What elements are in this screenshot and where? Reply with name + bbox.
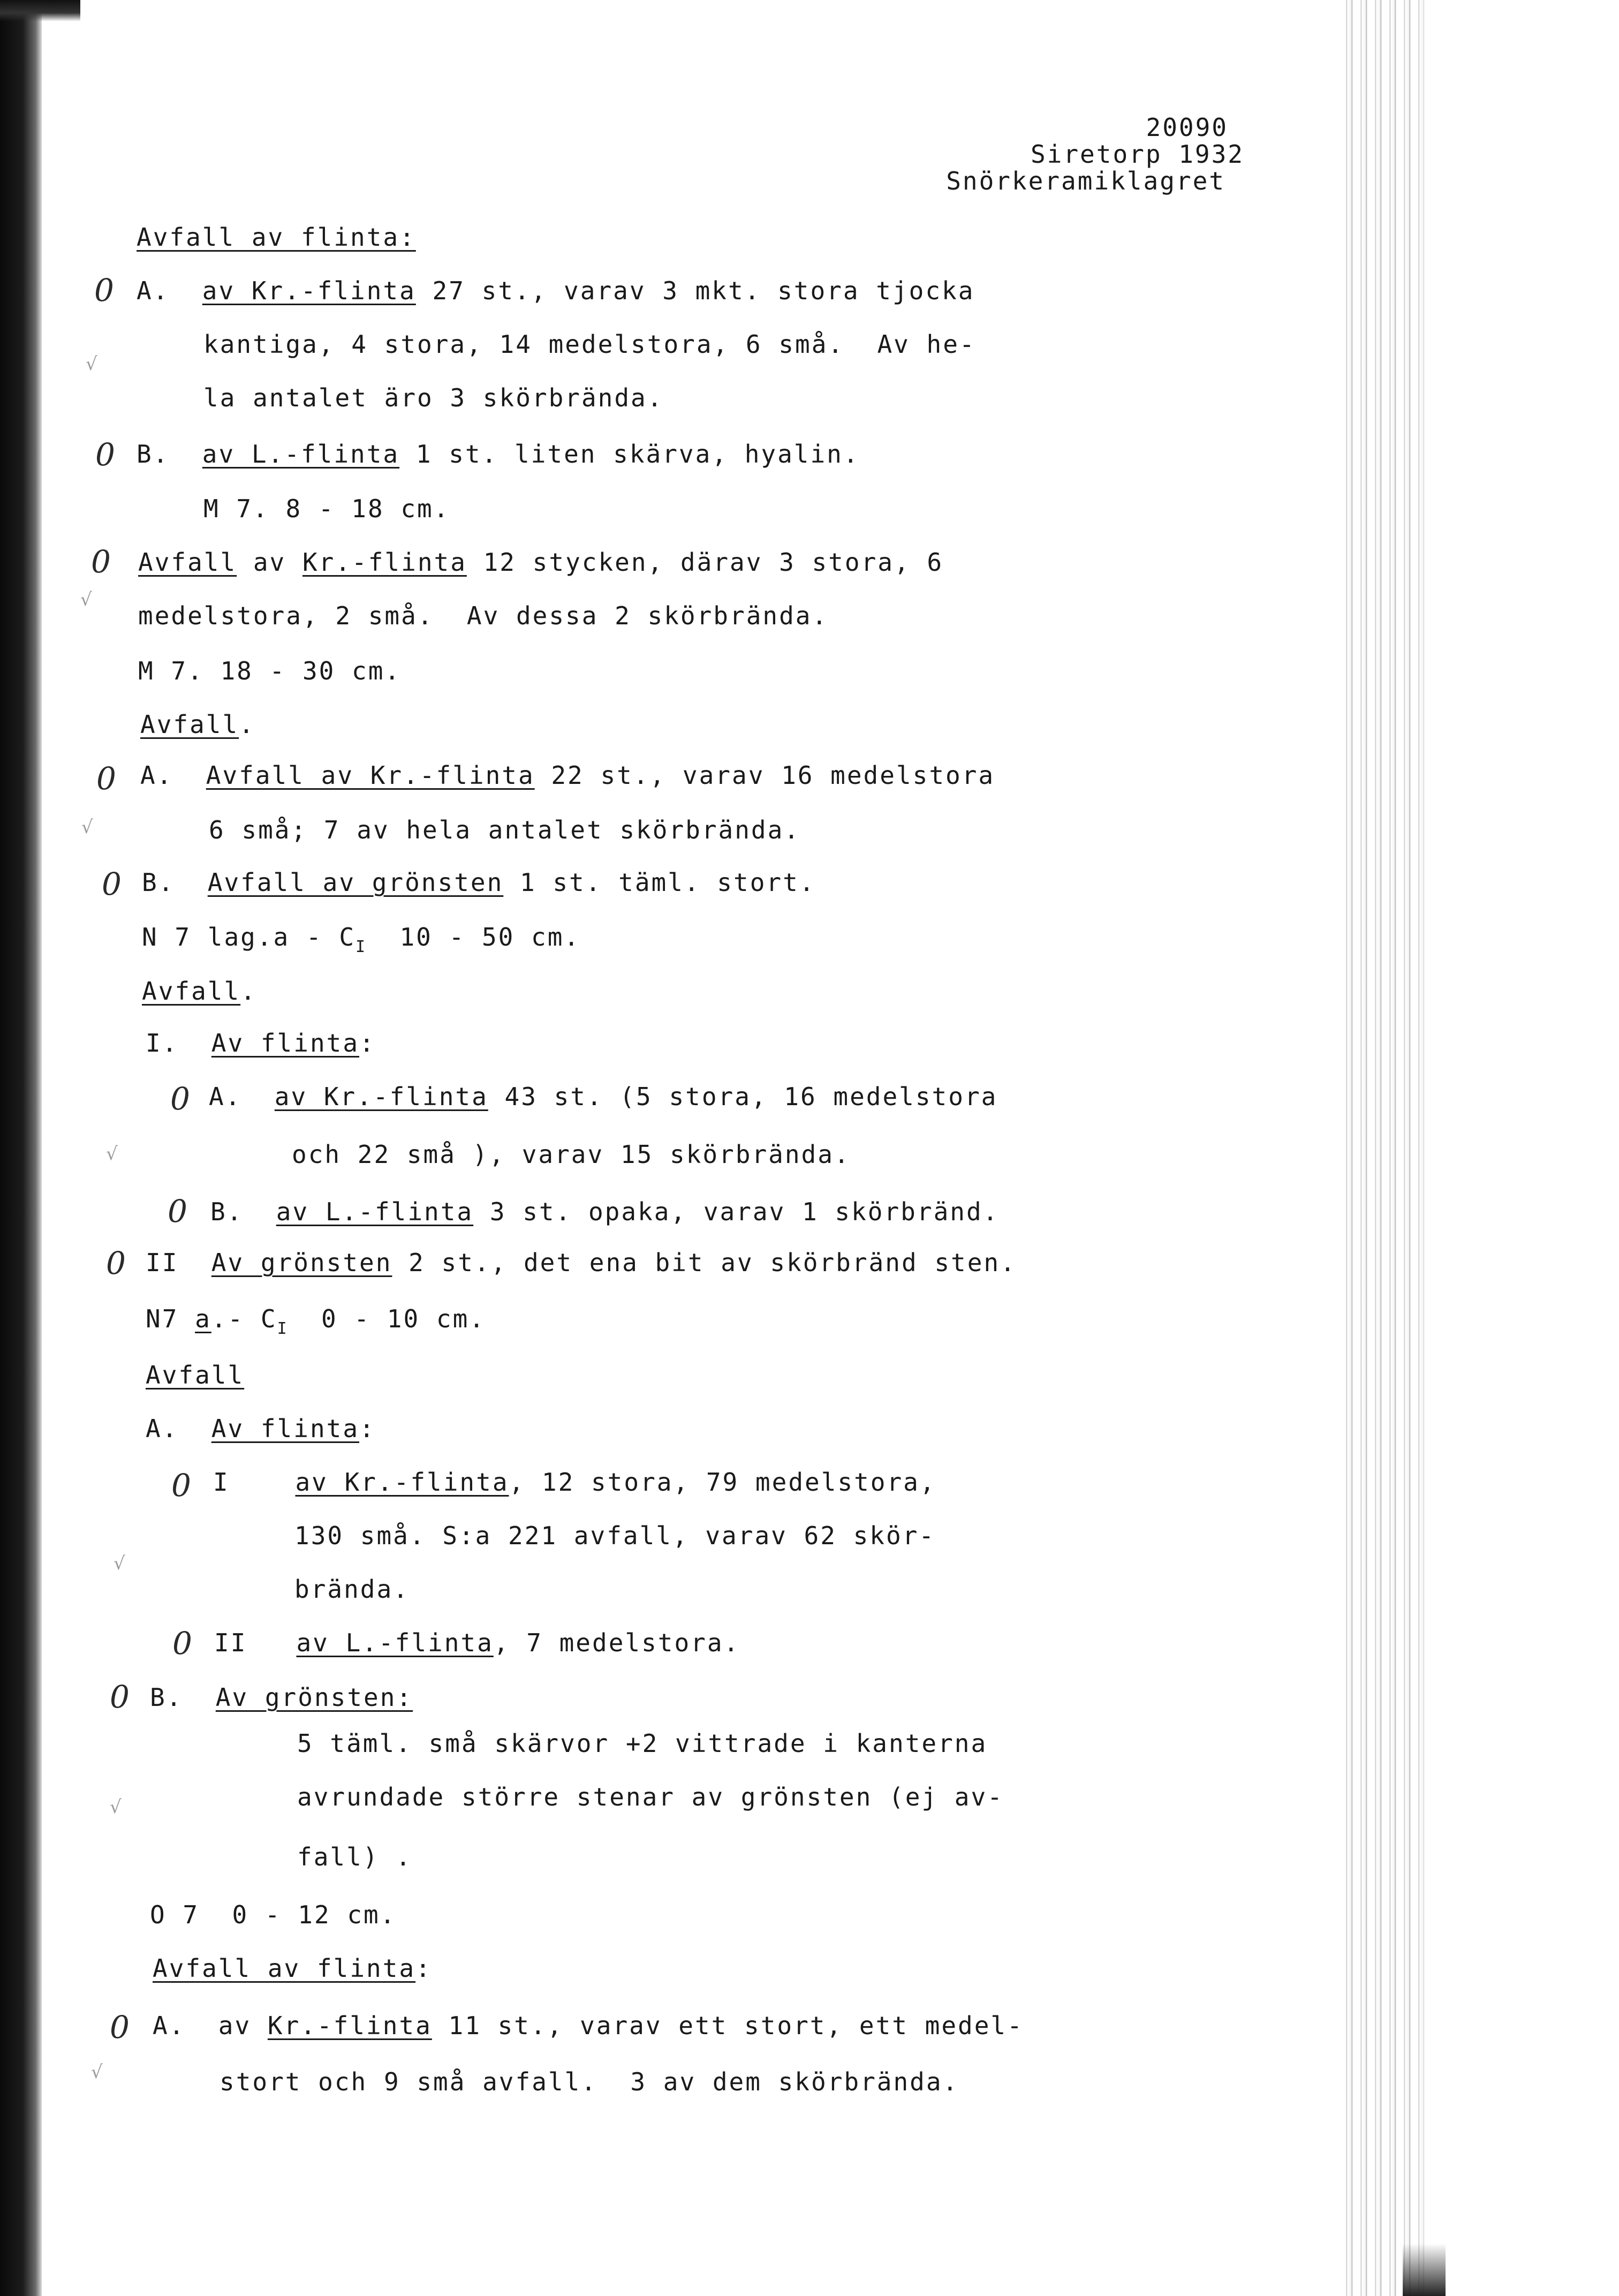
handwritten-circle-mark: 0: [170, 1081, 190, 1117]
section-4-title: [142, 976, 257, 1006]
section-title-text: Avfall: [142, 977, 241, 1006]
handwritten-tick-mark: √: [114, 1553, 125, 1574]
punctuation: .: [239, 710, 255, 739]
entry-text: 43 st. (5 stora, 16 medelstora: [488, 1082, 998, 1111]
s4-entry-a-line2: och 22 små ), varav 15 skörbrända.: [292, 1140, 851, 1169]
section-1-title: [137, 222, 416, 252]
handwritten-circle-mark: 0: [102, 866, 122, 902]
s5-entry-ii: [214, 1628, 740, 1658]
depth-text: 10 - 50 cm.: [367, 923, 581, 951]
section-5-title: [146, 1360, 244, 1390]
entry-text: av: [218, 2011, 268, 2040]
entry-text: 1 st. täml. stort.: [503, 868, 816, 897]
entry-text: 27 st., varav 3 mkt. stora tjocka: [415, 276, 975, 305]
entry-text: 2 st., det ena bit av skörbränd sten.: [392, 1248, 1017, 1277]
entry-label: A.: [153, 2011, 186, 2040]
flint-type: Kr.-flinta: [267, 2011, 432, 2040]
s3-depth: [142, 922, 580, 962]
entry-label: B.: [150, 1683, 183, 1712]
handwritten-tick-mark: √: [110, 1796, 122, 1818]
flint-type: av Kr.-flinta: [274, 1082, 488, 1111]
flint-type: av L.-flinta: [296, 1628, 494, 1657]
s5-entry-i-line3: brända.: [294, 1575, 410, 1604]
stone-type: Avfall av grönsten: [207, 868, 504, 897]
entry-text: av: [237, 548, 302, 577]
s3-entry-b: [142, 867, 815, 897]
depth-text: 0 - 10 cm.: [288, 1304, 486, 1333]
handwritten-tick-mark: √: [91, 2061, 103, 2083]
entry-label: I.: [146, 1029, 179, 1058]
entry-label: B.: [142, 868, 175, 897]
handwritten-circle-mark: 0: [95, 436, 115, 473]
entry-label: A.: [140, 761, 173, 790]
s1-entry-a-line2: kantiga, 4 stora, 14 medelstora, 6 små. Av he-: [203, 330, 976, 359]
entry-label: II: [214, 1628, 247, 1657]
s1-depth: M 7. 8 - 18 cm.: [203, 494, 450, 523]
depth-text: N 7 lag.a - C: [142, 923, 356, 951]
depth-text: a: [195, 1304, 211, 1333]
depth-subscript: I: [355, 938, 367, 956]
stone-type: Av grönsten: [211, 1248, 392, 1277]
handwritten-tick-mark: √: [106, 1143, 118, 1165]
punctuation: :: [415, 1954, 432, 1983]
s5-entry-i-line2: 130 små. S:a 221 avfall, varav 62 skör-: [294, 1521, 936, 1550]
s4-depth: [146, 1304, 486, 1344]
catalog-number: 20090: [1146, 113, 1228, 142]
section-6-title: [153, 1953, 432, 1983]
book-spine-shadow: [0, 0, 42, 2296]
s5-group-b: [150, 1682, 413, 1712]
s1-entry-b: [137, 439, 860, 469]
entry-label: B.: [210, 1197, 244, 1226]
s2-line1: [138, 547, 943, 577]
handwritten-circle-mark: 0: [94, 272, 114, 308]
punctuation: :: [359, 1029, 376, 1058]
handwritten-circle-mark: 0: [172, 1625, 192, 1661]
handwritten-circle-mark: 0: [110, 2009, 130, 2045]
s1-entry-a-line3: la antalet äro 3 skörbrända.: [203, 383, 664, 412]
handwritten-tick-mark: √: [80, 589, 92, 610]
handwritten-circle-mark: 0: [96, 760, 116, 797]
handwritten-circle-mark: 0: [110, 1679, 130, 1715]
section-title-text: Avfall: [140, 710, 239, 739]
s5-group-a: [146, 1414, 376, 1444]
s3-entry-a-line2: 6 små; 7 av hela antalet skörbrända.: [209, 815, 800, 844]
s2-depth: M 7. 18 - 30 cm.: [138, 656, 402, 685]
s5-depth: O 7 0 - 12 cm.: [150, 1900, 397, 1929]
entry-label: B.: [137, 440, 170, 469]
flint-type: Kr.-flinta: [302, 548, 467, 577]
s4-entry-b: [210, 1197, 999, 1227]
entry-text: 3 st. opaka, varav 1 skörbränd.: [473, 1197, 1000, 1226]
s4-group-ii: [146, 1248, 1017, 1278]
section-title-text: Avfall av flinta:: [137, 223, 416, 252]
section-title-text: Avfall: [146, 1361, 245, 1389]
section-3-title: [140, 709, 255, 739]
stacked-page-edges: [1338, 0, 1424, 2296]
entry-label: I: [213, 1468, 230, 1497]
s5-entry-i: [213, 1467, 936, 1497]
s6-entry-a-line2: stort och 9 små avfall. 3 av dem skörbrända.: [220, 2067, 959, 2096]
handwritten-circle-mark: 0: [106, 1245, 126, 1281]
group-title: Av flinta: [211, 1414, 360, 1443]
site-year: Siretorp 1932: [1030, 140, 1244, 169]
flint-type: av L.-flinta: [276, 1197, 474, 1226]
entry-text: 22 st., varav 16 medelstora: [534, 761, 995, 790]
page-corner-shadow: [1403, 2244, 1446, 2296]
entry-label: A.: [146, 1414, 179, 1443]
s1-entry-a: [137, 276, 974, 306]
section-title-text: Avfall av flinta: [153, 1954, 416, 1983]
handwritten-circle-mark: 0: [91, 543, 111, 580]
s3-entry-a: [140, 760, 995, 790]
s2-line2: medelstora, 2 små. Av dessa 2 skörbrända.: [138, 601, 829, 630]
s4-group-i: [146, 1028, 376, 1058]
s5-entry-b-line1: 5 täml. små skärvor +2 vittrade i kanterna: [297, 1729, 988, 1758]
punctuation: .: [240, 977, 257, 1006]
handwritten-tick-mark: √: [86, 353, 97, 375]
entry-text: 12 stycken, därav 3 stora, 6: [466, 548, 944, 577]
entry-text: 11 st., varav ett stort, ett medel-: [432, 2011, 1024, 2040]
section-title-text: Avfall: [138, 548, 237, 577]
s6-entry-a: [153, 2011, 1024, 2041]
flint-type: av Kr.-flinta: [202, 276, 416, 305]
entry-text: 1 st. liten skärva, hyalin.: [399, 440, 860, 469]
depth-subscript: I: [277, 1319, 289, 1338]
entry-text: , 7 medelstora.: [493, 1628, 740, 1657]
flint-type: av L.-flinta: [202, 440, 400, 469]
entry-text: , 12 stora, 79 medelstora,: [509, 1468, 936, 1497]
flint-type: av Kr.-flinta: [295, 1468, 509, 1497]
right-page-margin: [1424, 0, 1619, 2296]
handwritten-tick-mark: √: [81, 817, 93, 838]
handwritten-circle-mark: 0: [171, 1467, 191, 1504]
handwritten-circle-mark: 0: [168, 1193, 187, 1229]
entry-label: A.: [137, 276, 170, 305]
depth-text: .- C: [211, 1304, 277, 1333]
group-title: Av grönsten:: [215, 1683, 413, 1712]
group-title: Av flinta: [211, 1029, 360, 1058]
punctuation: :: [359, 1414, 376, 1443]
depth-text: N7: [146, 1304, 195, 1333]
entry-label: A.: [209, 1082, 242, 1111]
s4-entry-a: [209, 1082, 997, 1112]
entry-label: II: [146, 1248, 179, 1277]
flint-type: Avfall av Kr.-flinta: [206, 761, 535, 790]
s5-entry-b-line2: avrundade större stenar av grönsten (ej av-: [297, 1783, 1004, 1811]
s5-entry-b-line3: fall) .: [297, 1842, 412, 1871]
book-spine-top-shadow: [0, 0, 80, 21]
layer-name: Snörkeramiklagret: [946, 167, 1225, 195]
